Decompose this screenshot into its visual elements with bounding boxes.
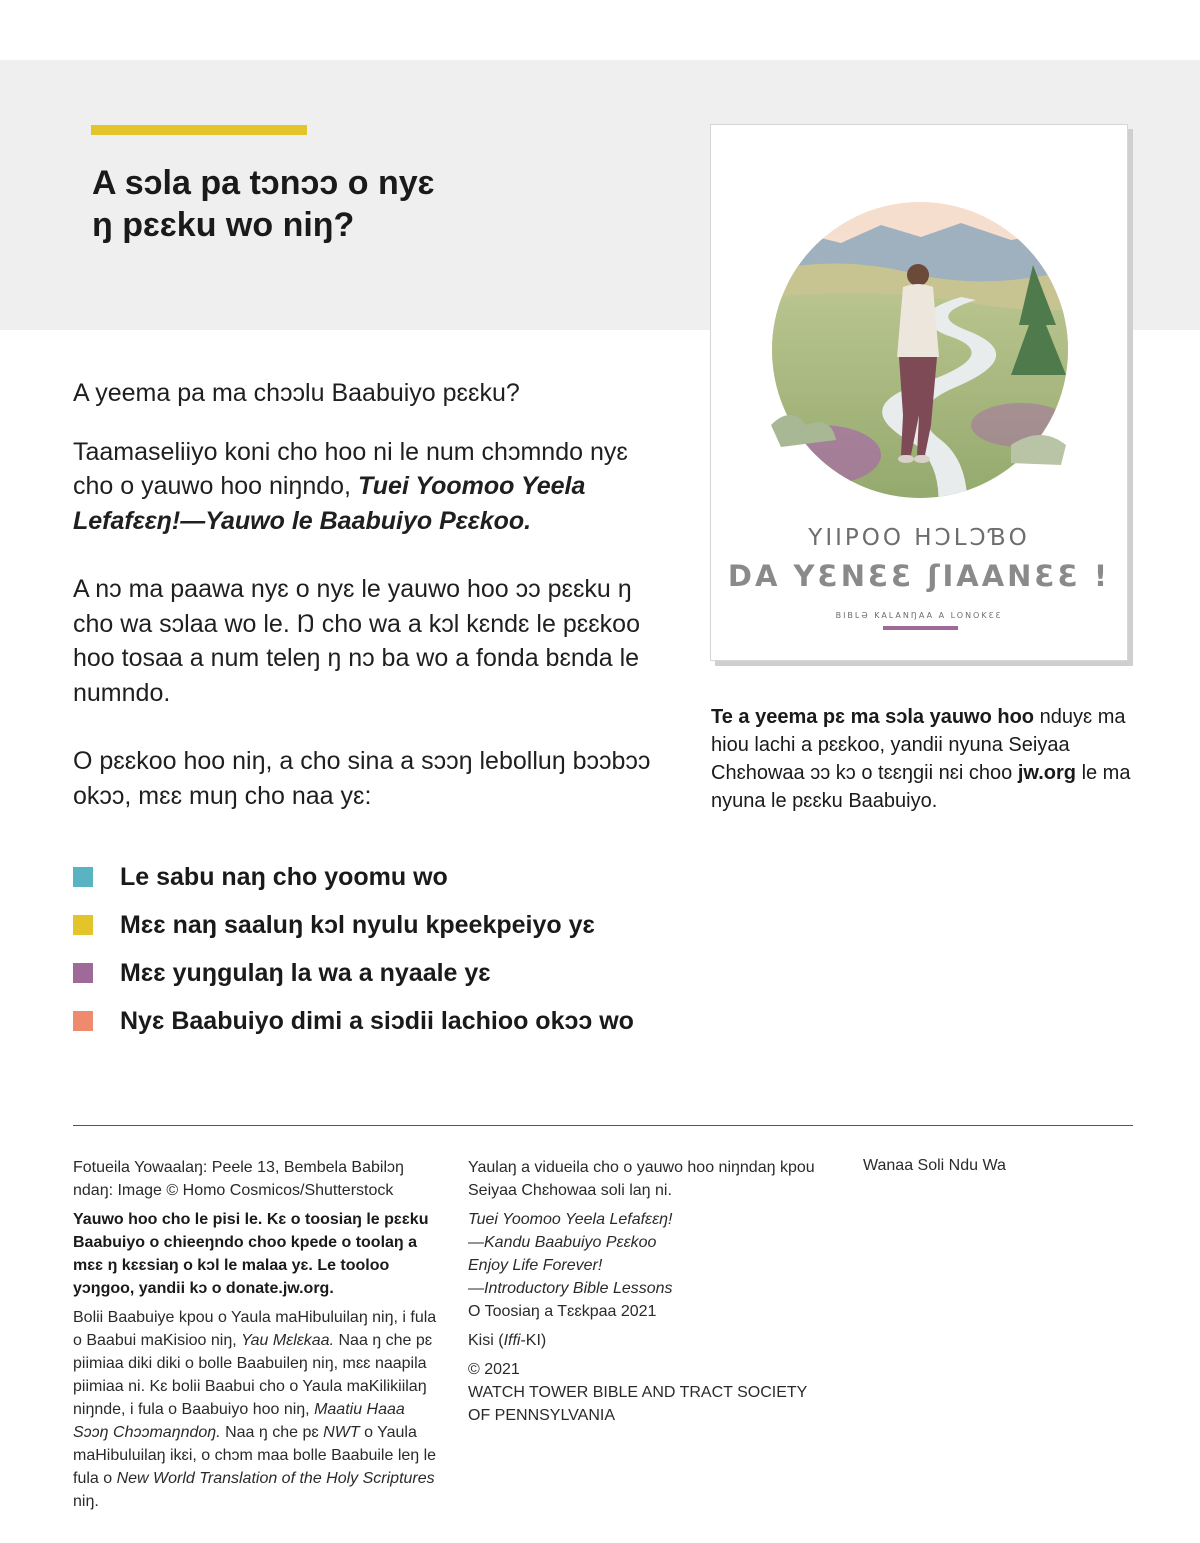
main-body: [73, 376, 673, 847]
copyright-year: © 2021: [468, 1361, 520, 1378]
bible-note-d: o Yaula maHibuluilaŋ ikɛi, o chɔm maa bolle Baabuile leŋ le fula o: [73, 1424, 437, 1487]
bible-note-e: niŋ.: [73, 1493, 99, 1510]
topic-label: Nyɛ Baabuiyo dimi a siɔdii lachioo okɔɔ wo: [120, 1006, 634, 1035]
publisher-line1: WATCH TOWER BIBLE AND TRACT SOCIETY: [468, 1384, 808, 1401]
publisher-line2: OF PENNSYLVANIA: [468, 1407, 615, 1424]
language-info: [468, 1329, 828, 1352]
topic-label: Mɛɛ yuŋgulaŋ la wa a nyaale yɛ: [120, 958, 491, 987]
jw-org-link[interactable]: jw.org: [1017, 762, 1076, 784]
cover-title-line2: DA YƐNƐƐ ʃIAANƐƐ !: [727, 559, 1111, 593]
bullet-square-icon: [73, 1011, 93, 1031]
side-note-text-end: le ma nyuna le pɛɛku Baabuiyo.: [711, 762, 1131, 812]
publication-titles: [468, 1208, 828, 1323]
side-note: [711, 703, 1131, 815]
page-title: [92, 162, 512, 246]
topics-paragraph: O pɛɛkoo hoo niŋ, a cho sina a sɔɔŋ lebolluŋ bɔɔbɔɔ okɔɔ, mɛɛ muŋ cho naa yɛ:: [73, 747, 651, 810]
page-title-line1: A sɔla pa tɔnɔɔ o nyɛ: [92, 164, 435, 202]
side-note-text: nduyɛ ma hiou lachi a pɛɛkoo, yandii nyuna Seiyaa Chɛhowaa ɔɔ kɔ o tɛɛŋgii nɛi choo: [711, 706, 1126, 784]
language-prefix: Kisi (: [468, 1332, 504, 1349]
bible-note-c: Naa ŋ che pɛ: [225, 1424, 319, 1441]
bible-note-d-title: New World Translation of the Holy Scriptures: [116, 1470, 435, 1487]
quotes-note: Yaulaŋ a vidueila cho o yauwo hoo niŋndaŋ kpou Seiyaa Chɛhowaa soli laŋ ni.: [468, 1159, 815, 1199]
bible-translation-note: [73, 1306, 443, 1513]
book-cover: [710, 124, 1128, 661]
bullet-square-icon: [73, 867, 93, 887]
bible-note-b-title: Maatiu Haaa Sɔɔŋ Chɔɔmaŋndoŋ.: [73, 1401, 405, 1441]
topic-list: [73, 853, 693, 1045]
bible-note-abbr: NWT: [323, 1424, 360, 1441]
bullet-square-icon: [73, 915, 93, 935]
footer-divider: [73, 1125, 1133, 1126]
photo-credits: Fotueila Yowaalaŋ: Peele 13, Bembela Babilɔŋ ndaŋ: Image © Homo Cosmicos/Shutterstock: [73, 1159, 404, 1199]
language-suffix: -KI): [520, 1332, 547, 1349]
lead-question: A yeema pa ma chɔɔlu Baabuiyo pɛɛku?: [73, 379, 520, 407]
brochure-title: Tuei Yoomoo Yeela Lefafɛɛŋ!—Yauwo le Baabuiyo Pɛɛkoo.: [73, 472, 586, 535]
bullet-square-icon: [73, 963, 93, 983]
cover-subtitle: BIBLƏ KALANŊAA A LONOKƐƐ: [835, 611, 1003, 620]
language-code: Iffi: [503, 1332, 521, 1349]
side-note-bold: Te a yeema pɛ ma sɔla yauwo hoo: [711, 706, 1035, 728]
topic-label: Le sabu naŋ cho yoomu wo: [120, 862, 448, 891]
pub-title-3: Enjoy Life Forever!: [468, 1257, 603, 1274]
pub-title-1: Tuei Yoomoo Yeela Lefafɛɛŋ!: [468, 1211, 673, 1228]
page-title-line2: ŋ pɛɛku wo niŋ?: [92, 206, 355, 244]
topic-item: [73, 949, 693, 997]
intro-paragraph: [73, 435, 673, 539]
intro-text: Taamaseliiyo koni cho hoo ni le num chɔmndo nyɛ cho o yauwo hoo niŋndo,: [73, 437, 628, 500]
accent-bar: [91, 125, 307, 135]
cover-illustration: [711, 125, 1129, 525]
congregation-label: Wanaa Soli Ndu Wa: [863, 1157, 1006, 1174]
bible-note-a: Bolii Baabuiye kpou o Yaula maHibuluilaŋ niŋ, i fula o Baabui maKisioo niŋ,: [73, 1309, 437, 1349]
pub-title-4: —Introductory Bible Lessons: [468, 1280, 673, 1297]
footer-col3: [863, 1154, 1123, 1183]
footer-col2: [468, 1156, 828, 1433]
study-paragraph: A nɔ ma paawa nyɛ o nyɛ le yauwo hoo ɔɔ pɛɛku ŋ cho wa sɔlaa wo le. Ŋ cho wa a kɔl kɛndɛ le pɛɛkoo hoo tosaa a num teleŋ ŋ nɔ ba wo a fonda bɛnda le numndo.: [73, 575, 640, 707]
bible-note-a-title: Yau Mɛlɛkaa.: [241, 1332, 335, 1349]
topic-item: [73, 853, 693, 901]
pub-title-2: —Kandu Baabuiyo Pɛɛkoo: [468, 1234, 657, 1251]
printing-info: O Toosiaŋ a Tɛɛkpaa 2021: [468, 1303, 657, 1320]
cover-title-line1: YIIPOO HƆLƆƁO: [808, 525, 1030, 551]
topic-label: Mɛɛ naŋ saaluŋ kɔl nyulu kpeekpeiyo yɛ: [120, 910, 595, 939]
topic-item: [73, 901, 693, 949]
copyright: [468, 1358, 828, 1427]
footer-col1: [73, 1156, 443, 1519]
donation-notice: Yauwo hoo cho le pisi le. Kɛ o toosiaŋ le pɛɛku Baabuiyo o chieeŋndo choo kpede o toolaŋ a mɛɛ ŋ kɛɛsiaŋ o kɔl le malaa yɛ. Le tooloo yɔŋgoo, yandii kɔ o donate.jw.org.: [73, 1211, 429, 1297]
topic-item: [73, 997, 693, 1045]
bible-note-b: Naa ŋ che pɛ piimiaa diki diki o bolle Baabuileŋ niŋ, mɛɛ naapila piimiaa ni. Kɛ bolii Baabui cho o Yaula maKilikiilaŋ niŋnde, i fula o Baabuiyo hoo niŋ,: [73, 1332, 433, 1418]
cover-accent-line: [883, 626, 958, 630]
